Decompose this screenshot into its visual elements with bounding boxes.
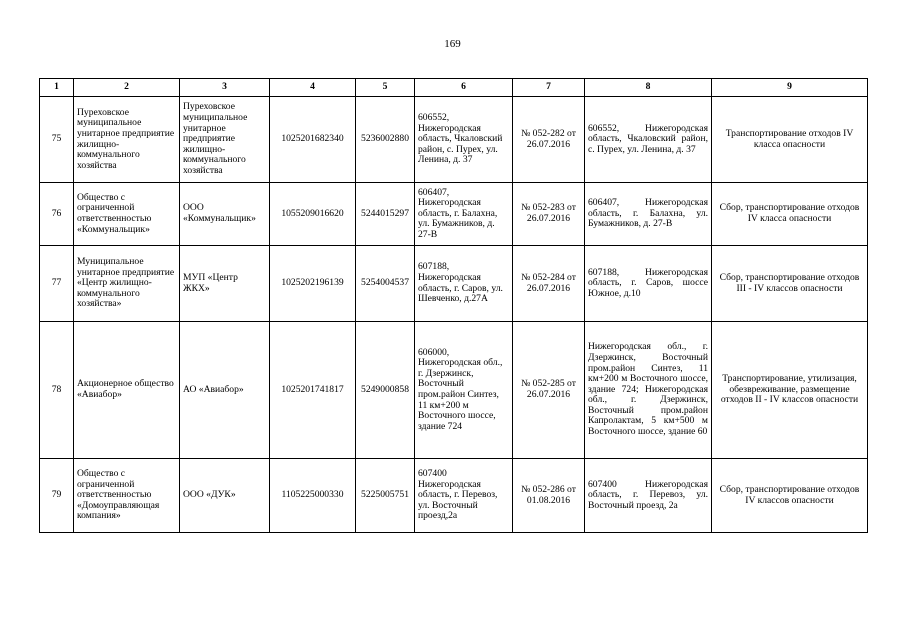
organization-name-cell: Пуреховское муниципальное унитарное предприятие жилищно-коммунального хозяйства: [74, 97, 180, 183]
activity-cell: Транспортирование отходов IV класса опасности: [712, 97, 868, 183]
inn-cell: 5236002880: [356, 97, 415, 183]
column-header: 2: [74, 79, 180, 97]
activity-address-cell: 607188, Нижегородская область, г. Саров, шоссе Южное, д.10: [585, 246, 712, 322]
license-registry-table: [39, 78, 868, 533]
inn-cell: 5254004537: [356, 246, 415, 322]
table-body: [40, 97, 868, 533]
activity-cell: Сбор, транспортирование отходов III - IV классов опасности: [712, 246, 868, 322]
address-cell: 606407, Нижегородская область, г. Балахна, ул. Бумажников, д. 27-В: [415, 183, 513, 246]
organization-name-cell: Муниципальное унитарное предприятие «Центр жилищно-коммунального хозяйства»: [74, 246, 180, 322]
license-cell: № 052-286 от 01.08.2016: [513, 459, 585, 533]
row-number-cell: 79: [40, 459, 74, 533]
address-cell: 606000, Нижегородская обл., г. Дзержинск, Восточный пром.район Синтез, 11 км+200 м Восточного шоссе, здание 724: [415, 322, 513, 459]
short-name-cell: МУП «Центр ЖКХ»: [180, 246, 270, 322]
license-cell: № 052-284 от 26.07.2016: [513, 246, 585, 322]
table-row: [40, 183, 868, 246]
activity-cell: Сбор, транспортирование отходов IV классов опасности: [712, 459, 868, 533]
activity-address-cell: Нижегородская обл., г. Дзержинск, Восточный пром.район Синтез, 11 км+200 м Восточного шоссе, здание 724; Нижегородская обл., г. Дзержинск, Восточный пром.район Капролактам, 5 км+500 м Восточного шоссе, здание 60: [585, 322, 712, 459]
ogrn-cell: 1105225000330: [270, 459, 356, 533]
inn-cell: 5225005751: [356, 459, 415, 533]
column-header: 6: [415, 79, 513, 97]
activity-address-cell: 606552, Нижегородская область, Чкаловский район, с. Пурех, ул. Ленина, д. 37: [585, 97, 712, 183]
activity-address-cell: 606407, Нижегородская область, г. Балахна, ул. Бумажников, д. 27-В: [585, 183, 712, 246]
table-row: [40, 459, 868, 533]
page-number: 169: [444, 38, 461, 50]
activity-cell: Сбор, транспортирование отходов IV класса опасности: [712, 183, 868, 246]
inn-cell: 5244015297: [356, 183, 415, 246]
table-row: [40, 322, 868, 459]
table-row: [40, 246, 868, 322]
column-header: 9: [712, 79, 868, 97]
ogrn-cell: 1025202196139: [270, 246, 356, 322]
address-cell: 607400 Нижегородская область, г. Перевоз, ул. Восточный проезд,2а: [415, 459, 513, 533]
row-number-cell: 78: [40, 322, 74, 459]
row-number-cell: 76: [40, 183, 74, 246]
table-row: [40, 97, 868, 183]
short-name-cell: ООО «ДУК»: [180, 459, 270, 533]
short-name-cell: Пуреховское муниципальное унитарное предприятие жилищно-коммунального хозяйства: [180, 97, 270, 183]
license-cell: № 052-282 от 26.07.2016: [513, 97, 585, 183]
address-cell: 607188, Нижегородская область, г. Саров, ул. Шевченко, д.27А: [415, 246, 513, 322]
license-cell: № 052-285 от 26.07.2016: [513, 322, 585, 459]
column-header: 4: [270, 79, 356, 97]
activity-address-cell: 607400 Нижегородская область, г. Перевоз, ул. Восточный проезд, 2а: [585, 459, 712, 533]
address-cell: 606552, Нижегородская область, Чкаловский район, с. Пурех, ул. Ленина, д. 37: [415, 97, 513, 183]
ogrn-cell: 1025201682340: [270, 97, 356, 183]
column-header: 1: [40, 79, 74, 97]
table-header: [40, 79, 868, 97]
organization-name-cell: Общество с ограниченной ответственностью «Коммунальщик»: [74, 183, 180, 246]
row-number-cell: 75: [40, 97, 74, 183]
short-name-cell: ООО «Коммунальщик»: [180, 183, 270, 246]
row-number-cell: 77: [40, 246, 74, 322]
organization-name-cell: Акционерное общество «Авиабор»: [74, 322, 180, 459]
column-header: 5: [356, 79, 415, 97]
ogrn-cell: 1055209016620: [270, 183, 356, 246]
ogrn-cell: 1025201741817: [270, 322, 356, 459]
column-header: 7: [513, 79, 585, 97]
column-header: 3: [180, 79, 270, 97]
header-row: [40, 79, 868, 97]
column-header: 8: [585, 79, 712, 97]
organization-name-cell: Общество с ограниченной ответственностью «Домоуправляющая компания»: [74, 459, 180, 533]
short-name-cell: АО «Авиабор»: [180, 322, 270, 459]
inn-cell: 5249000858: [356, 322, 415, 459]
activity-cell: Транспортирование, утилизация, обезвреживание, размещение отходов II - IV классов опасности: [712, 322, 868, 459]
license-cell: № 052-283 от 26.07.2016: [513, 183, 585, 246]
